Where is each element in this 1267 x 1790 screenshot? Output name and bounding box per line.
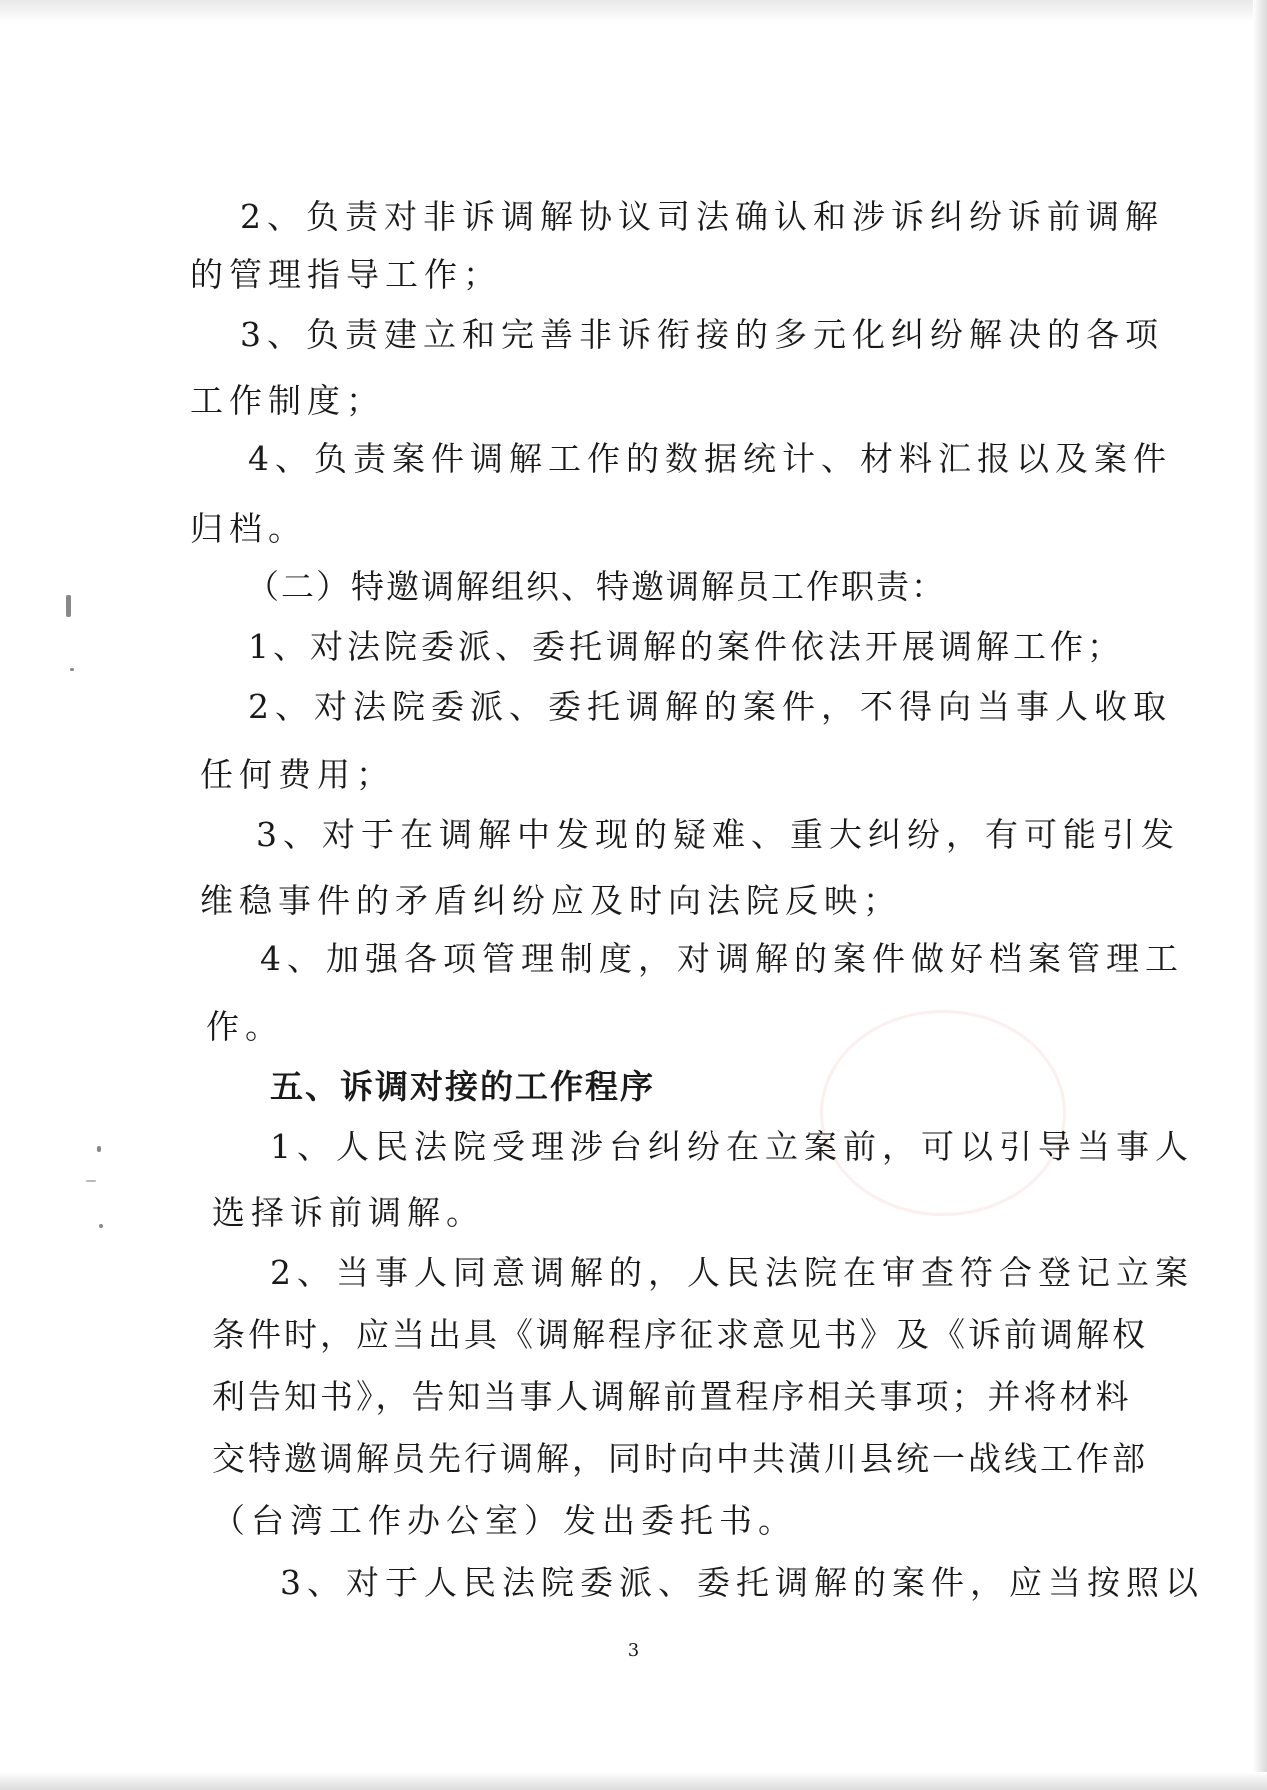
scan-edge-right — [1253, 0, 1267, 1790]
text-line: 1、人民法院受理涉台纠纷在立案前，可以引导当事人 — [270, 1127, 1194, 1166]
text-line: 3、对于人民法院委派、委托调解的案件，应当按照以 — [280, 1563, 1204, 1602]
scan-speck — [97, 1146, 101, 1152]
text-line: 工作制度； — [190, 381, 385, 420]
text-line: 2、对法院委派、委托调解的案件，不得向当事人收取 — [248, 687, 1172, 726]
text-line: 2、当事人同意调解的，人民法院在审查符合登记立案 — [270, 1253, 1194, 1292]
scan-speck — [70, 668, 74, 671]
scan-speck — [66, 595, 71, 617]
text-line: 利告知书》，告知当事人调解前置程序相关事项；并将材料 — [212, 1377, 1132, 1416]
text-line: 3、负责建立和完善非诉衔接的多元化纠纷解决的各项 — [240, 315, 1164, 354]
section-heading: 五、诉调对接的工作程序 — [270, 1067, 655, 1106]
scan-edge-top — [0, 0, 1267, 22]
text-line: 4、加强各项管理制度，对调解的案件做好档案管理工 — [260, 939, 1184, 978]
text-line: 任何费用； — [200, 755, 395, 794]
text-line: 作。 — [206, 1007, 284, 1046]
scan-speck — [99, 1224, 103, 1228]
text-line: 交特邀调解员先行调解，同时向中共潢川县统一战线工作部 — [212, 1439, 1148, 1478]
text-line: 4、负责案件调解工作的数据统计、材料汇报以及案件 — [248, 439, 1172, 478]
faint-seal-impression — [820, 1010, 1066, 1216]
page-number: 3 — [627, 1640, 640, 1661]
text-line: 归档。 — [190, 509, 307, 548]
text-line: 的管理指导工作； — [190, 255, 502, 294]
text-line: （二）特邀调解组织、特邀调解员工作职责： — [246, 567, 946, 606]
text-line: 选择诉前调解。 — [212, 1193, 485, 1232]
text-line: （台湾工作办公室）发出委托书。 — [212, 1501, 797, 1540]
text-line: 1、对法院委派、委托调解的案件依法开展调解工作； — [248, 627, 1124, 666]
text-line: 3、对于在调解中发现的疑难、重大纠纷，有可能引发 — [256, 815, 1180, 854]
text-line: 维稳事件的矛盾纠纷应及时向法院反映； — [200, 881, 902, 920]
scan-edge-bottom — [0, 1772, 1267, 1790]
scan-speck — [86, 1180, 96, 1182]
text-line: 2、负责对非诉调解协议司法确认和涉诉纠纷诉前调解 — [240, 197, 1164, 236]
text-line: 条件时，应当出具《调解程序征求意见书》及《诉前调解权 — [212, 1315, 1148, 1354]
